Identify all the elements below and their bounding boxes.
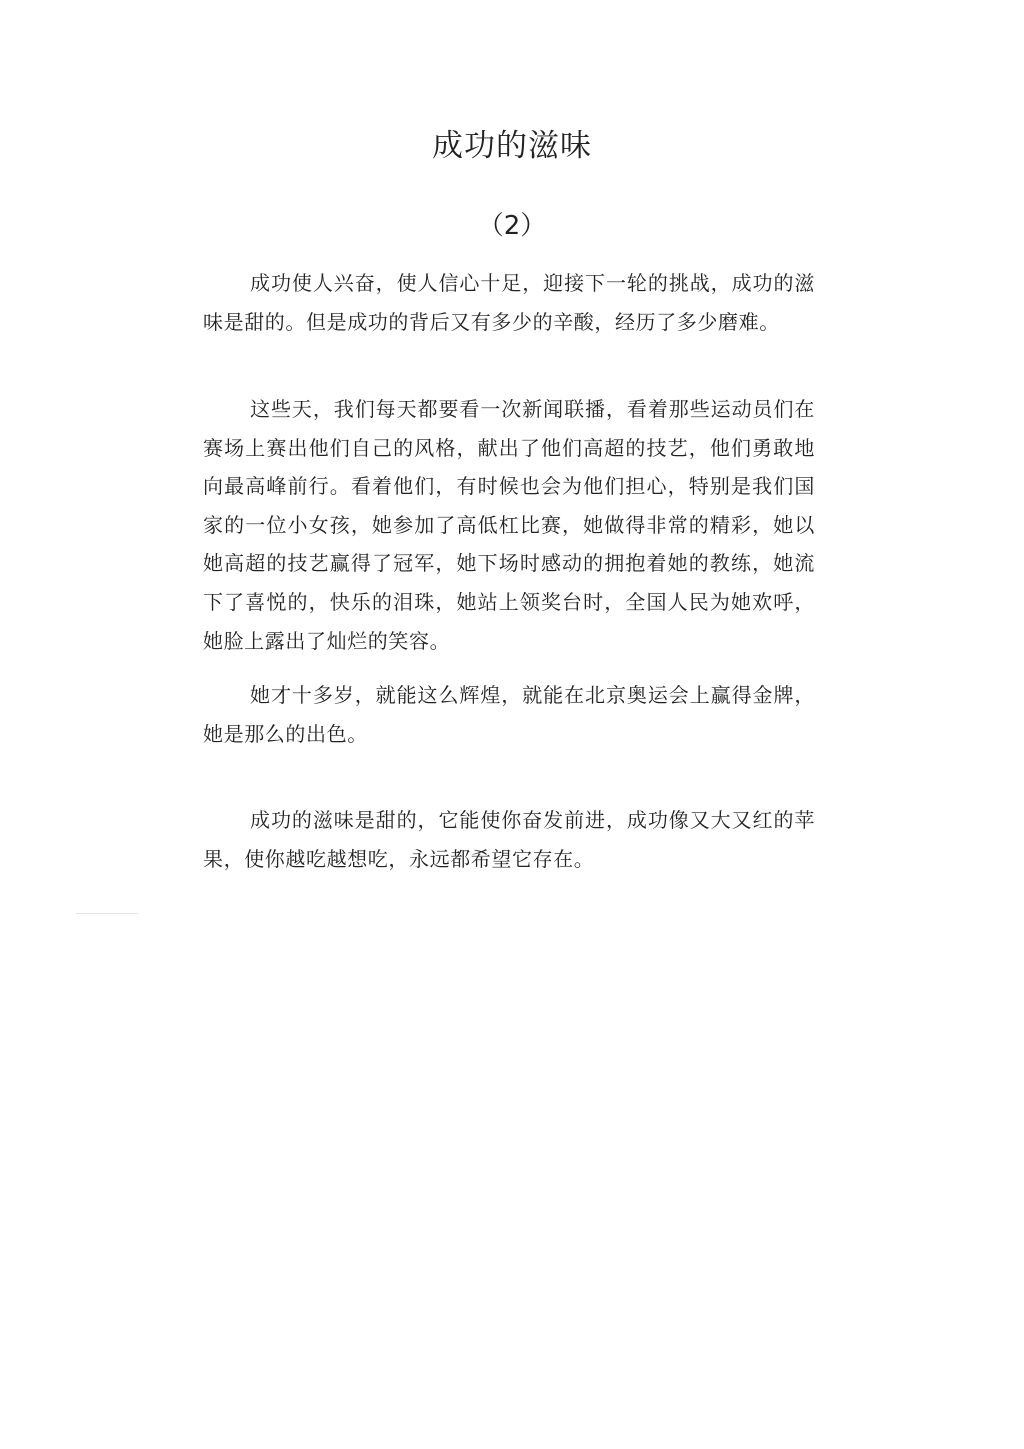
faint-divider <box>76 913 138 914</box>
document-title: 成功的滋味 <box>432 128 592 164</box>
paragraph-intro: 成功使人兴奋，使人信心十足，迎接下一轮的挑战，成功的滋味是甜的。但是成功的背后又有多少的辛酸，经历了多少磨难。 <box>203 271 815 334</box>
paragraph-conclusion: 成功的滋味是甜的，它能使你奋发前进，成功像又大又红的苹果，使你越吃越想吃，永远都希望它存在。 <box>203 808 815 871</box>
paragraph-age: 她才十多岁，就能这么辉煌，就能在北京奥运会上赢得金牌，她是那么的出色。 <box>203 683 815 746</box>
paragraph-news: 这些天，我们每天都要看一次新闻联播，看着那些运动员们在赛场上赛出他们自己的风格，献出了他们高超的技艺，他们勇敢地向最高峰前行。看着他们，有时候也会为他们担心，特别是我们国家的一位小女孩，她参加了高低杠比赛，她做得非常的精彩，她以她高超的技艺赢得了冠军，她下场时感动的拥抱着她的教练，她流下了喜悦的，快乐的泪珠，她站上领奖台时，全国人民为她欢呼，她脸上露出了灿烂的笑容。 <box>203 397 815 653</box>
document-subtitle: （2） <box>477 211 547 241</box>
